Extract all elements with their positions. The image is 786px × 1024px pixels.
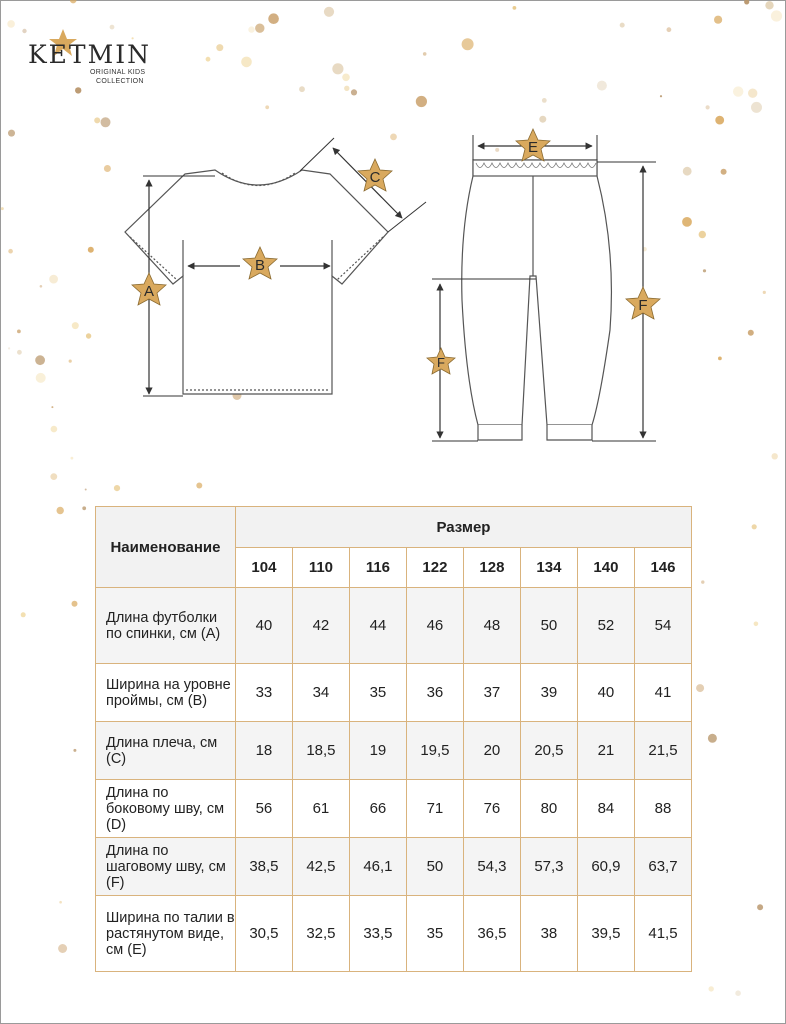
table-cell: 34: [292, 664, 349, 722]
table-cell: 71: [406, 780, 463, 838]
table-cell: 35: [406, 896, 463, 972]
table-cell: 35: [349, 664, 406, 722]
table-cell: 19: [349, 722, 406, 780]
table-cell: 21: [577, 722, 634, 780]
row-label: Длина плеча, см (C): [96, 722, 236, 780]
size-header-110: 110: [292, 548, 349, 588]
table-cell: 60,9: [577, 838, 634, 896]
row-label: Длина по шаговому шву, см (F): [96, 838, 236, 896]
table-cell: 63,7: [634, 838, 691, 896]
table-cell: 40: [577, 664, 634, 722]
table-cell: 20: [463, 722, 520, 780]
table-cell: 54: [634, 588, 691, 664]
svg-text:B: B: [254, 257, 266, 274]
table-row: [96, 722, 692, 780]
table-cell: 52: [577, 588, 634, 664]
size-header-140: 140: [577, 548, 634, 588]
size-chart-table: [95, 506, 692, 972]
table-cell: 50: [406, 838, 463, 896]
table-cell: 44: [349, 588, 406, 664]
table-cell: 36,5: [463, 896, 520, 972]
brand-tagline: ORIGINAL KIDS COLLECTION: [90, 69, 146, 85]
size-header-134: 134: [520, 548, 577, 588]
name-column-header: Наименование: [96, 507, 236, 588]
table-row: [96, 664, 692, 722]
table-row: [96, 838, 692, 896]
brand-name: KETMIN: [28, 40, 151, 69]
table-cell: 66: [349, 780, 406, 838]
svg-text:A: A: [143, 283, 155, 300]
table-cell: 21,5: [634, 722, 691, 780]
table-cell: 41: [634, 664, 691, 722]
table-cell: 19,5: [406, 722, 463, 780]
table-cell: 48: [463, 588, 520, 664]
table-cell: 84: [577, 780, 634, 838]
table-cell: 46,1: [349, 838, 406, 896]
table-cell: 46: [406, 588, 463, 664]
table-cell: 39: [520, 664, 577, 722]
row-label: Длина футболки по спинки, см (A): [96, 588, 236, 664]
table-cell: 42: [292, 588, 349, 664]
row-label: Ширина по талии в растянутом виде, см (E): [96, 896, 236, 972]
table-cell: 40: [235, 588, 292, 664]
table-cell: 20,5: [520, 722, 577, 780]
table-cell: 50: [520, 588, 577, 664]
table-cell: 56: [235, 780, 292, 838]
star-label-c: [358, 159, 392, 191]
star-label-e: [516, 129, 550, 161]
size-header-116: 116: [349, 548, 406, 588]
table-cell: 41,5: [634, 896, 691, 972]
star-label-f-inseam: [427, 348, 455, 374]
svg-text:C: C: [369, 169, 381, 186]
table-cell: 38,5: [235, 838, 292, 896]
pants-outline: [462, 160, 612, 440]
table-cell: 32,5: [292, 896, 349, 972]
row-label: Ширина на уровне проймы, см (B): [96, 664, 236, 722]
size-header-104: 104: [235, 548, 292, 588]
svg-text:F: F: [437, 355, 445, 370]
table-cell: 57,3: [520, 838, 577, 896]
table-cell: 33: [235, 664, 292, 722]
table-row: [96, 896, 692, 972]
table-cell: 18: [235, 722, 292, 780]
tshirt-outline: [125, 170, 388, 394]
table-cell: 76: [463, 780, 520, 838]
svg-text:F: F: [638, 297, 648, 314]
table-cell: 36: [406, 664, 463, 722]
table-cell: 54,3: [463, 838, 520, 896]
size-header-122: 122: [406, 548, 463, 588]
table-cell: 88: [634, 780, 691, 838]
table-cell: 33,5: [349, 896, 406, 972]
table-cell: 18,5: [292, 722, 349, 780]
table-cell: 80: [520, 780, 577, 838]
size-group-header: Размер: [235, 507, 691, 548]
row-label: Длина по боковому шву, см (D): [96, 780, 236, 838]
svg-text:E: E: [527, 139, 539, 156]
size-header-128: 128: [463, 548, 520, 588]
garment-diagram: [0, 0, 786, 480]
table-cell: 42,5: [292, 838, 349, 896]
table-cell: 30,5: [235, 896, 292, 972]
table-cell: 37: [463, 664, 520, 722]
table-cell: 61: [292, 780, 349, 838]
table-row: [96, 588, 692, 664]
table-cell: 38: [520, 896, 577, 972]
size-header-146: 146: [634, 548, 691, 588]
table-row: [96, 780, 692, 838]
table-cell: 39,5: [577, 896, 634, 972]
